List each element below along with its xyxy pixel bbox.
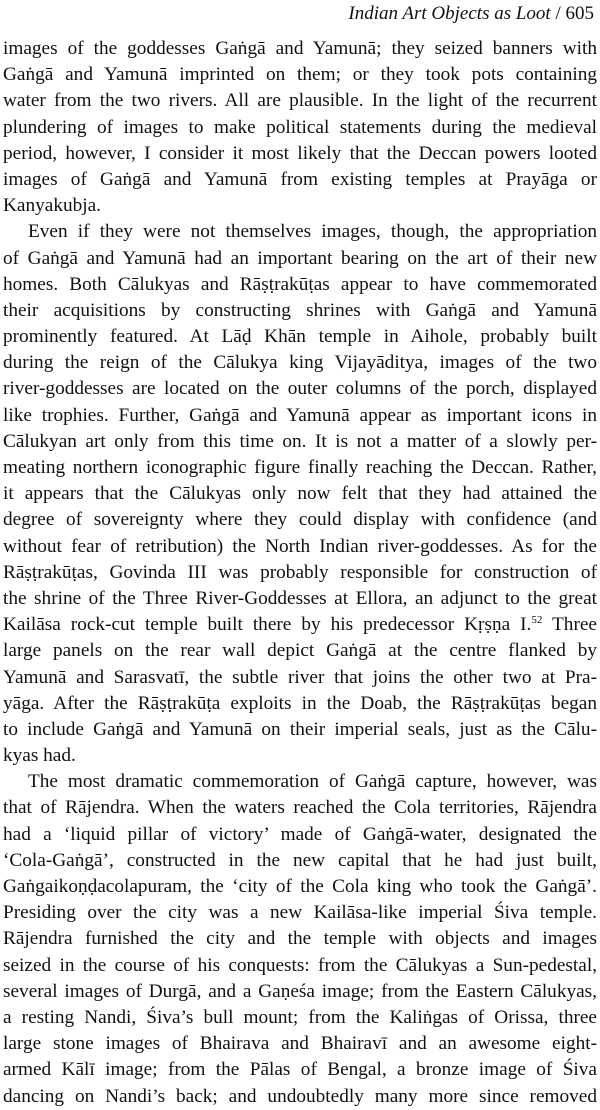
text-line: plundering of images to make political statements during the medieval [3,116,597,138]
text-segment: Three [542,614,597,636]
text-line: had a ‘liquid pillar of victory’ made of Gaṅgā-water, designated the [3,823,597,845]
text-line: a resting Nandi, Śiva’s bull mount; from the Kaliṅgas of Orissa, three [3,1006,597,1028]
text-line: degree of sovereignty where they could display with confidence (and [3,509,597,531]
running-head-title: Indian Art Objects as Loot [348,3,551,24]
text-line: Rāṣṭrakūṭas, Govinda III was probably responsible for construction of [3,561,597,583]
text-line: without fear of retribution) the North Indian river-goddesses. As for the [3,535,597,557]
text-line: large stone images of Bhairava and Bhairavī and an awesome eight- [3,1033,597,1055]
page-number: 605 [565,3,594,24]
text-line: armed Kālī image; from the Pālas of Bengal, a bronze image of Śiva [3,1059,597,1081]
text-line: images of the goddesses Gaṅgā and Yamunā; they seized banners with [3,38,597,59]
text-line: that of Rājendra. When the waters reached the Cola territories, Rājendra [3,797,597,819]
text-line-with-footnote [3,612,597,638]
text-line: Rājendra furnished the city and the temple with objects and images [3,928,597,950]
text-line: Cālukyan art only from this time on. It is not a matter of a slowly per- [3,430,597,452]
text-line: Presiding over the city was a new Kailāsa-like imperial Śiva temple. [3,902,597,924]
text-line: meating northern iconographic figure finally reaching the Deccan. Rather, [3,457,597,478]
text-line: during the reign of the Cālukya king Vijayāditya, images of the two [3,352,597,374]
text-line: seized in the course of his conquests: from the Cālukyas a Sun-pedestal, [3,954,597,976]
text-segment: Kailāsa rock-cut temple built there by his predecessor Kṛṣṇa I. [3,614,532,636]
text-line: Yamunā and Sarasvatī, the subtle river that joins the other two at Pra- [3,666,597,688]
text-line: images of Gaṅgā and Yamunā from existing temples at Prayāga or [3,168,597,190]
running-head [348,0,594,28]
text-line: several images of Durgā, and a Gaṇeśa image; from the Eastern Cālukyas, [3,980,597,1002]
text-line: ‘Cola-Gaṅgā’, constructed in the new capital that he had just built, [3,849,597,871]
text-line: dancing on Nandi’s back; and undoubtedly many more since removed [3,1085,597,1107]
text-line: homes. Both Cālukyas and Rāṣṭrakūṭas appear to have commemorated [3,273,597,295]
footnote-ref[interactable]: 52 [531,614,543,627]
text-line: their acquisitions by constructing shrines with Gaṅgā and Yamunā [3,299,597,321]
text-line: Gaṅgaikoṇḍacolapuram, the ‘city of the Cola king who took the Gaṅgā’. [3,876,597,897]
text-line: The most dramatic commemoration of Gaṅgā capture, however, was [28,771,597,793]
text-line: water from the two rivers. All are plausible. In the light of the recurrent [3,90,597,112]
text-line: it appears that the Cālukyas only now felt that they had attained the [3,483,597,505]
text-line: yāga. After the Rāṣṭrakūṭa exploits in the Doab, the Rāṣṭrakūṭas began [3,692,597,714]
text-line: to include Gaṅgā and Yamunā on their imperial seals, just as the Cālu- [3,718,597,740]
running-head-separator: / [550,3,566,24]
text-line: the shrine of the Three River-Goddesses at Ellora, an adjunct to the great [3,587,597,609]
text-line: like trophies. Further, Gaṅgā and Yamunā appear as important icons in [3,404,597,426]
text-line: kyas had. [3,745,76,767]
text-line: river-goddesses are located on the outer columns of the porch, displayed [3,378,597,400]
text-line: Kanyakubja. [3,195,101,217]
text-line: period, however, I consider it most likely that the Deccan powers looted [3,142,597,164]
body-text [3,36,597,1110]
text-line: of Gaṅgā and Yamunā had an important bearing on the art of their new [3,247,597,269]
text-line: Gaṅgā and Yamunā imprinted on them; or they took pots containing [3,64,597,86]
text-line: Even if they were not themselves images, though, the appropriation [28,221,597,243]
text-line: large panels on the rear wall depict Gaṅgā at the centre flanked by [3,640,597,662]
text-line: prominently featured. At Lāḍ Khān temple in Aihole, probably built [3,326,597,348]
